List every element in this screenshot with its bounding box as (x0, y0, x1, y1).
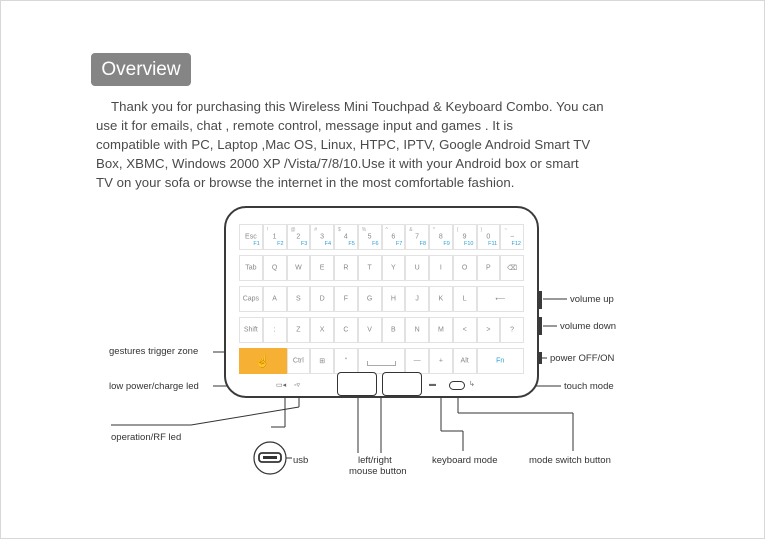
key-1[interactable]: 1 F2 ! (263, 224, 287, 250)
gesture-hand-icon: ☝ (255, 354, 271, 368)
key-J[interactable]: J (405, 286, 429, 312)
key-D[interactable]: D (310, 286, 334, 312)
key-F[interactable]: F (334, 286, 358, 312)
keyboard-mode-icon: ▬ (429, 381, 436, 388)
key-Y[interactable]: Y (382, 255, 406, 281)
key-0[interactable]: 0 F11 ) (477, 224, 501, 250)
key-Shift[interactable]: Shift (239, 317, 263, 343)
key-9[interactable]: 9 F10 ( (453, 224, 477, 250)
label-low-power: low power/charge led (109, 381, 199, 392)
key-N[interactable]: N (405, 317, 429, 343)
right-mouse-button[interactable] (382, 372, 422, 396)
key-7[interactable]: 7 F8 & (405, 224, 429, 250)
key-⟵[interactable]: ⟵ (477, 286, 525, 312)
key-5[interactable]: 5 F6 % (358, 224, 382, 250)
key-<[interactable]: < (453, 317, 477, 343)
key-L[interactable]: L (453, 286, 477, 312)
label-touch-mode: touch mode (564, 381, 614, 392)
label-volume-up: volume up (570, 294, 614, 305)
key-?[interactable]: ? (500, 317, 524, 343)
key-Ctrl[interactable]: Ctrl (287, 348, 311, 374)
key-—[interactable]: — (405, 348, 429, 374)
key-Caps[interactable]: Caps (239, 286, 263, 312)
key-G[interactable]: G (358, 286, 382, 312)
label-mouse-line1: left/right (358, 455, 392, 466)
key-Alt[interactable]: Alt (453, 348, 477, 374)
key-:[interactable]: : (263, 317, 287, 343)
key-−[interactable]: − F12 ~ (500, 224, 524, 250)
intro-line-4: Box, XBMC, Windows 2000 XP /Vista/7/8/10.Use it with your Android box or smart (96, 156, 579, 171)
key-P[interactable]: P (477, 255, 501, 281)
key-6[interactable]: 6 F7 ^ (382, 224, 406, 250)
key-“[interactable]: “ (334, 348, 358, 374)
intro-line-5: TV on your sofa or browse the internet in the most comfortable fashion. (96, 175, 515, 190)
label-mouse-line2: mouse button (349, 466, 407, 477)
key-Tab[interactable]: Tab (239, 255, 263, 281)
key-I[interactable]: I (429, 255, 453, 281)
rf-led-icon: ◦▿ (294, 382, 300, 389)
keyboard-keys-area (239, 221, 524, 379)
battery-icon: ▭◂ (276, 382, 287, 389)
key-⊞[interactable]: ⊞ (310, 348, 334, 374)
key-Z[interactable]: Z (287, 317, 311, 343)
key->[interactable]: > (477, 317, 501, 343)
keyboard-device (224, 206, 539, 398)
key-Q[interactable]: Q (263, 255, 287, 281)
label-operation: operation/RF led (111, 432, 182, 443)
key-Fn[interactable]: Fn (477, 348, 525, 374)
key-W[interactable]: W (287, 255, 311, 281)
key-4[interactable]: 4 F5 $ (334, 224, 358, 250)
key-R[interactable]: R (334, 255, 358, 281)
gesture-trigger-key[interactable] (239, 348, 287, 374)
key-H[interactable]: H (382, 286, 406, 312)
key-T[interactable]: T (358, 255, 382, 281)
key-S[interactable]: S (287, 286, 311, 312)
label-power: power OFF/ON (550, 353, 615, 364)
mode-switch-button[interactable] (449, 381, 465, 390)
key-A[interactable]: A (263, 286, 287, 312)
intro-line-1: Thank you for purchasing this Wireless Mini Touchpad & Keyboard Combo. You can (111, 99, 604, 114)
key-⌫[interactable]: ⌫ (500, 255, 524, 281)
label-volume-down: volume down (560, 321, 616, 332)
intro-line-2: use it for emails, chat , remote control, message input and games . It is (96, 118, 514, 133)
key-X[interactable]: X (310, 317, 334, 343)
key-C[interactable]: C (334, 317, 358, 343)
key-O[interactable]: O (453, 255, 477, 281)
key-3[interactable]: 3 F4 # (310, 224, 334, 250)
key-E[interactable]: E (310, 255, 334, 281)
intro-line-3: compatible with PC, Laptop ,Mac OS, Linux, HTPC, IPTV, Google Android Smart TV (96, 137, 591, 152)
key-2[interactable]: 2 F3 @ (287, 224, 311, 250)
key-+[interactable]: + (429, 348, 453, 374)
touch-mode-icon: ↳ (469, 381, 475, 388)
key-V[interactable]: V (358, 317, 382, 343)
key-M[interactable]: M (429, 317, 453, 343)
label-gestures: gestures trigger zone (109, 346, 199, 357)
left-mouse-button[interactable] (337, 372, 377, 396)
label-keyboard-mode: keyboard mode (432, 455, 498, 466)
key-U[interactable]: U (405, 255, 429, 281)
key-8[interactable]: 8 F9 * (429, 224, 453, 250)
key-Esc[interactable]: Esc F1 (239, 224, 263, 250)
section-title: Overview (91, 53, 191, 86)
key-K[interactable]: K (429, 286, 453, 312)
key-B[interactable]: B (382, 317, 406, 343)
space-key[interactable] (358, 348, 406, 374)
label-usb: usb (293, 455, 309, 466)
label-mode-switch: mode switch button (529, 455, 611, 466)
